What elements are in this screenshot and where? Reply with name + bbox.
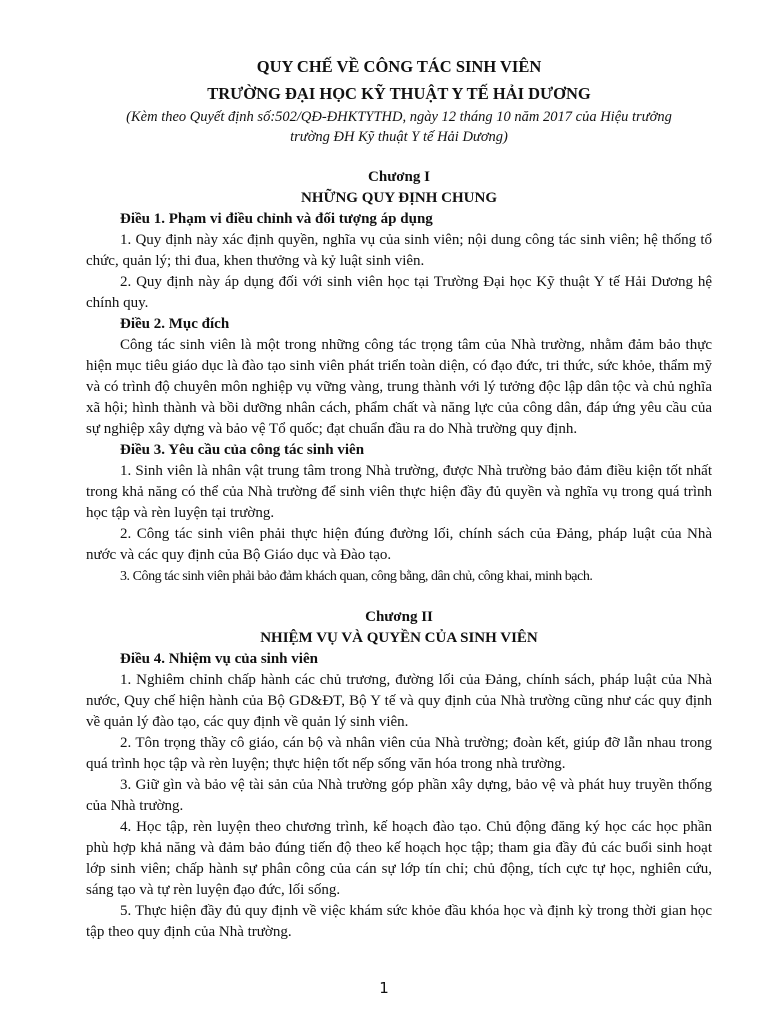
article3-paragraph2: 2. Công tác sinh viên phải thực hiện đúng đường lối, chính sách của Đảng, pháp luật của Nhà nước và các quy định của Bộ Giáo dục và Đào tạo. xyxy=(86,526,712,563)
page-number: 1 xyxy=(379,979,389,997)
document-title-line2: TRƯỜNG ĐẠI HỌC KỸ THUẬT Y TẾ HẢI DƯƠNG xyxy=(207,84,591,103)
article3-heading: Điều 3. Yêu cầu của công tác sinh viên xyxy=(120,442,365,458)
chapter2-number: Chương II xyxy=(365,609,433,625)
document-subtitle xyxy=(86,107,712,147)
article1-heading: Điều 1. Phạm vi điều chỉnh và đối tượng áp dụng xyxy=(120,211,433,227)
chapter1-number: Chương I xyxy=(368,169,430,185)
article2-heading: Điều 2. Mục đích xyxy=(120,316,230,332)
article1-paragraph1: 1. Quy định này xác định quyền, nghĩa vụ của sinh viên; nội dung công tác sinh viên; hệ thống tổ chức, quản lý; thi đua, khen thưởng và kỷ luật sinh viên. xyxy=(86,232,712,269)
article2-paragraph1: Công tác sinh viên là một trong những công tác trọng tâm của Nhà trường, nhằm đảm bảo thực hiện mục tiêu giáo dục là đào tạo sinh viên phát triển toàn diện, có đạo đức, tri thức, sức khỏe, thẩm mỹ và có trình độ chuyên môn nghiệp vụ vững vàng, trung thành với lý tưởng độc lập dân tộc và chủ nghĩa xã hội; hình thành và bồi dưỡng nhân cách, phẩm chất và năng lực của công dân, đáp ứng yêu cầu của sự nghiệp xây dựng và bảo vệ Tổ quốc; đạt chuẩn đầu ra do Nhà trường quy định. xyxy=(86,337,712,437)
subtitle-line2: trường ĐH Kỹ thuật Y tế Hải Dương) xyxy=(290,129,508,145)
article4-paragraph4: 4. Học tập, rèn luyện theo chương trình, kế hoạch đào tạo. Chủ động đăng ký học các học phần phù hợp khả năng và đảm bảo đúng tiến độ theo kế hoạch học tập; tham gia đầy đủ các buổi sinh hoạt lớp sinh viên; chấp hành sự phân công của cán sự lớp tín chỉ; chủ động, tích cực tự học, nghiên cứu, sáng tạo và tự rèn luyện đạo đức, lối sống. xyxy=(86,819,712,898)
document-body xyxy=(86,53,712,943)
chapter2-title: NHIỆM VỤ VÀ QUYỀN CỦA SINH VIÊN xyxy=(260,630,538,646)
chapter1-title: NHỮNG QUY ĐỊNH CHUNG xyxy=(301,190,497,206)
document-title-line1: QUY CHẾ VỀ CÔNG TÁC SINH VIÊN xyxy=(256,57,542,76)
article3-paragraph1: 1. Sinh viên là nhân vật trung tâm trong Nhà trường, được Nhà trường bảo đảm điều kiện tốt nhất trong khả năng có thể của Nhà trường để sinh viên thực hiện đầy đủ quyền và nghĩa vụ trong quá trình học tập và rèn luyện tại trường. xyxy=(86,463,712,521)
article3-paragraph3: 3. Công tác sinh viên phải bảo đảm khách quan, công bằng, dân chủ, công khai, minh bạch. xyxy=(120,569,593,584)
chapter-spacer xyxy=(86,587,712,607)
article1-paragraph2: 2. Quy định này áp dụng đối với sinh viên học tại Trường Đại học Kỹ thuật Y tế Hải Dương hệ chính quy. xyxy=(86,274,712,311)
article4-paragraph3: 3. Giữ gìn và bảo vệ tài sản của Nhà trường góp phần xây dựng, bảo vệ và phát huy truyền thống của Nhà trường. xyxy=(86,777,712,814)
article4-heading: Điều 4. Nhiệm vụ của sinh viên xyxy=(120,651,318,667)
article4-paragraph1: 1. Nghiêm chỉnh chấp hành các chủ trương, đường lối của Đảng, chính sách, pháp luật của Nhà nước, Quy chế hiện hành của Bộ GD&ĐT, Bộ Y tế và quy định của Nhà trường cũng như các quy định về quản lý đào tạo, các quy định về quản lý sinh viên. xyxy=(86,672,712,730)
article4-paragraph5: 5. Thực hiện đầy đủ quy định về việc khám sức khỏe đầu khóa học và định kỳ trong thời gian học tập theo quy định của Nhà trường. xyxy=(86,903,712,940)
article4-paragraph2: 2. Tôn trọng thầy cô giáo, cán bộ và nhân viên của Nhà trường; đoàn kết, giúp đỡ lẫn nhau trong quá trình học tập và rèn luyện; thực hiện tốt nếp sống văn hóa trong nhà trường. xyxy=(86,735,712,772)
subtitle-line1: (Kèm theo Quyết định số:502/QĐ-ĐHKTYTHD, ngày 12 tháng 10 năm 2017 của Hiệu trưởng xyxy=(126,109,672,125)
